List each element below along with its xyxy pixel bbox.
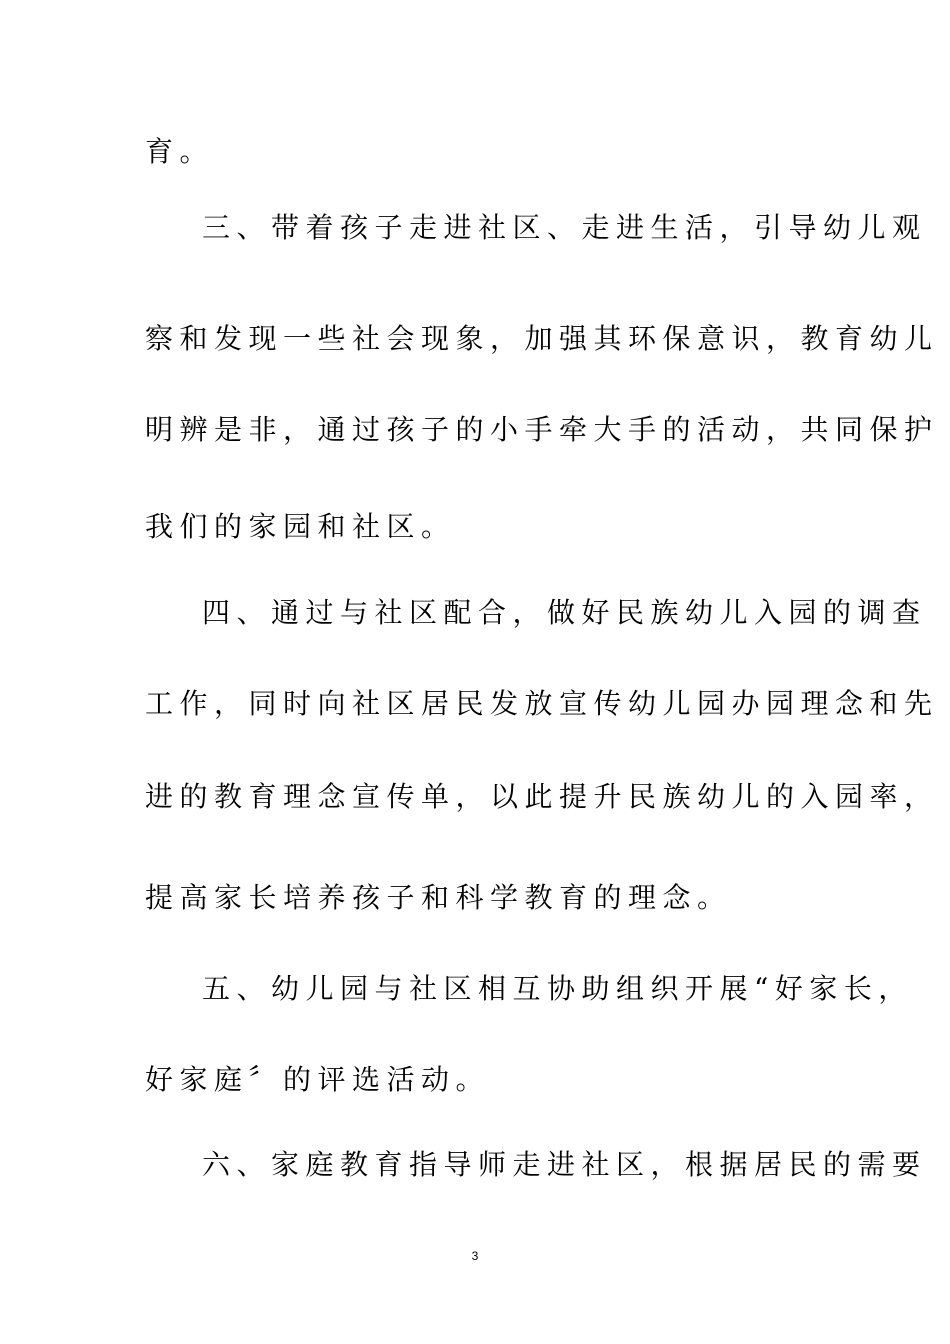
- page-number: 3: [471, 1249, 479, 1263]
- text-line: 三、带着孩子走进社区、走进生活，引导幼儿观: [202, 211, 927, 244]
- text-line: 五、幼儿园与社区相互协助组织开展“好家长，: [202, 972, 913, 1005]
- text-line: 察和发现一些社会现象，加强其环保意识，教育幼儿: [145, 322, 939, 355]
- text-line: 育。: [145, 135, 215, 168]
- text-line: 进的教育理念宣传单，以此提升民族幼儿的入园率，: [145, 780, 939, 813]
- text-line: 提高家长培养孩子和科学教育的理念。: [145, 881, 732, 914]
- text-line: 四、通过与社区配合，做好民族幼儿入园的调查: [202, 596, 927, 629]
- text-line: 明辨是非，通过孩子的小手牵大手的活动，共同保护: [145, 413, 939, 446]
- text-line: 我们的家园和社区。: [145, 510, 456, 543]
- text-line: 六、家庭教育指导师走进社区，根据居民的需要: [202, 1148, 927, 1181]
- text-line: 工作，同时向社区居民发放宣传幼儿园办园理念和先: [145, 687, 939, 720]
- text-line: 好家庭〞的评选活动。: [145, 1063, 491, 1096]
